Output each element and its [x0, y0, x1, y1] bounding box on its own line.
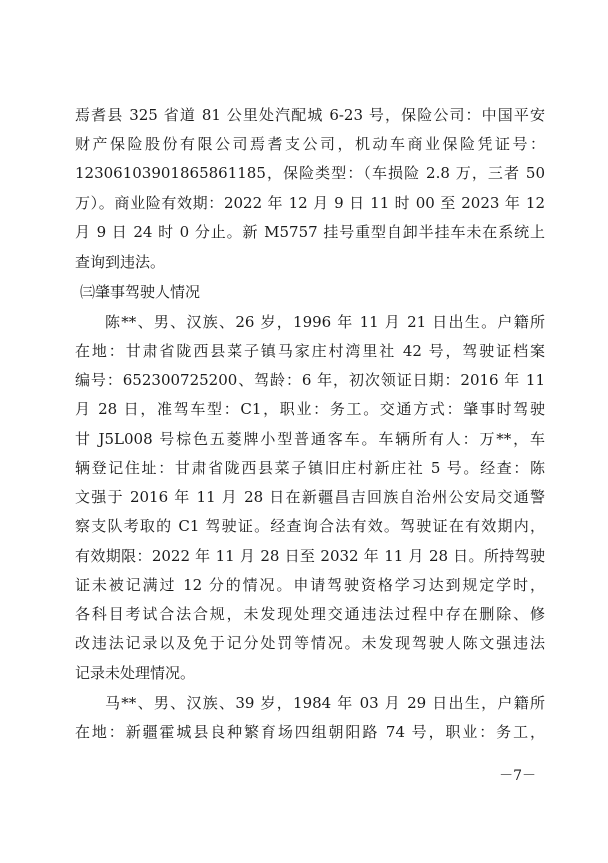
- text-line: 证未被记满过 12 分的情况。申请驾驶资格学习达到规定学时，: [75, 576, 545, 594]
- text-line: 在地：甘肃省陇西县菜子镇马家庄村湾里社 42 号，驾驶证档案: [75, 342, 545, 360]
- text-line: 改违法记录以及免于记分处罚等情况。未发现驾驶人陈文强违法: [75, 634, 545, 652]
- text-line: 有效期限：2022 年 11 月 28 日至 2032 年 11 月 28 日。所持驾驶: [75, 547, 545, 565]
- text-line: 查询到违法。: [75, 253, 166, 271]
- text-line: 记录未处理情况。: [75, 664, 196, 682]
- text-line: 文强于 2016 年 11 月 28 日在新疆昌吉回族自治州公安局交通警: [75, 488, 545, 506]
- text-line: 各科目考试合法合规，未发现处理交通违法过程中存在删除、修: [75, 605, 545, 623]
- text-line: 察支队考取的 C1 驾驶证。经查询合法有效。驾驶证在有效期内，: [75, 517, 545, 535]
- text-line: 月 28 日，准驾车型：C1，职业：务工。交通方式：肇事时驾驶: [75, 400, 545, 418]
- text-line: 12306103901865861185，保险类型：（车损险 2.8 万，三者 50: [75, 164, 545, 182]
- paragraph-first-line: 马**、男、汉族、39 岁，1984 年 03 月 29 日出生，户籍所: [105, 694, 545, 712]
- text-line: 焉耆县 325 省道 81 公里处汽配城 6-23 号，保险公司：中国平安: [75, 106, 545, 124]
- text-line: 甘 J5L008 号棕色五菱牌小型普通客车。车辆所有人：万**，车: [75, 430, 545, 448]
- text-line: 编号：652300725200、驾龄：6 年，初次领证日期：2016 年 11: [75, 371, 545, 389]
- text-line: 在地：新疆霍城县良种繁育场四组朝阳路 74 号，职业：务工，: [75, 723, 545, 741]
- text-line: 万）。商业险有效期：2022 年 12 月 9 日 11 时 00 至 2023 年 12: [75, 194, 545, 212]
- text-line: 月 9 日 24 时 0 分止。新 M5757 挂号重型自卸半挂车未在系统上: [75, 223, 545, 241]
- paragraph-first-line: 陈**、男、汉族、26 岁，1996 年 11 月 21 日出生。户籍所: [105, 313, 545, 331]
- text-line: 辆登记住址：甘肃省陇西县菜子镇旧庄村新庄社 5 号。经查：陈: [75, 459, 545, 477]
- section-heading: ㈢肇事驾驶人情况: [80, 283, 201, 301]
- page-number: －7－: [499, 768, 536, 784]
- text-line: 财产保险股份有限公司焉耆支公司，机动车商业保险凭证号：: [75, 135, 545, 153]
